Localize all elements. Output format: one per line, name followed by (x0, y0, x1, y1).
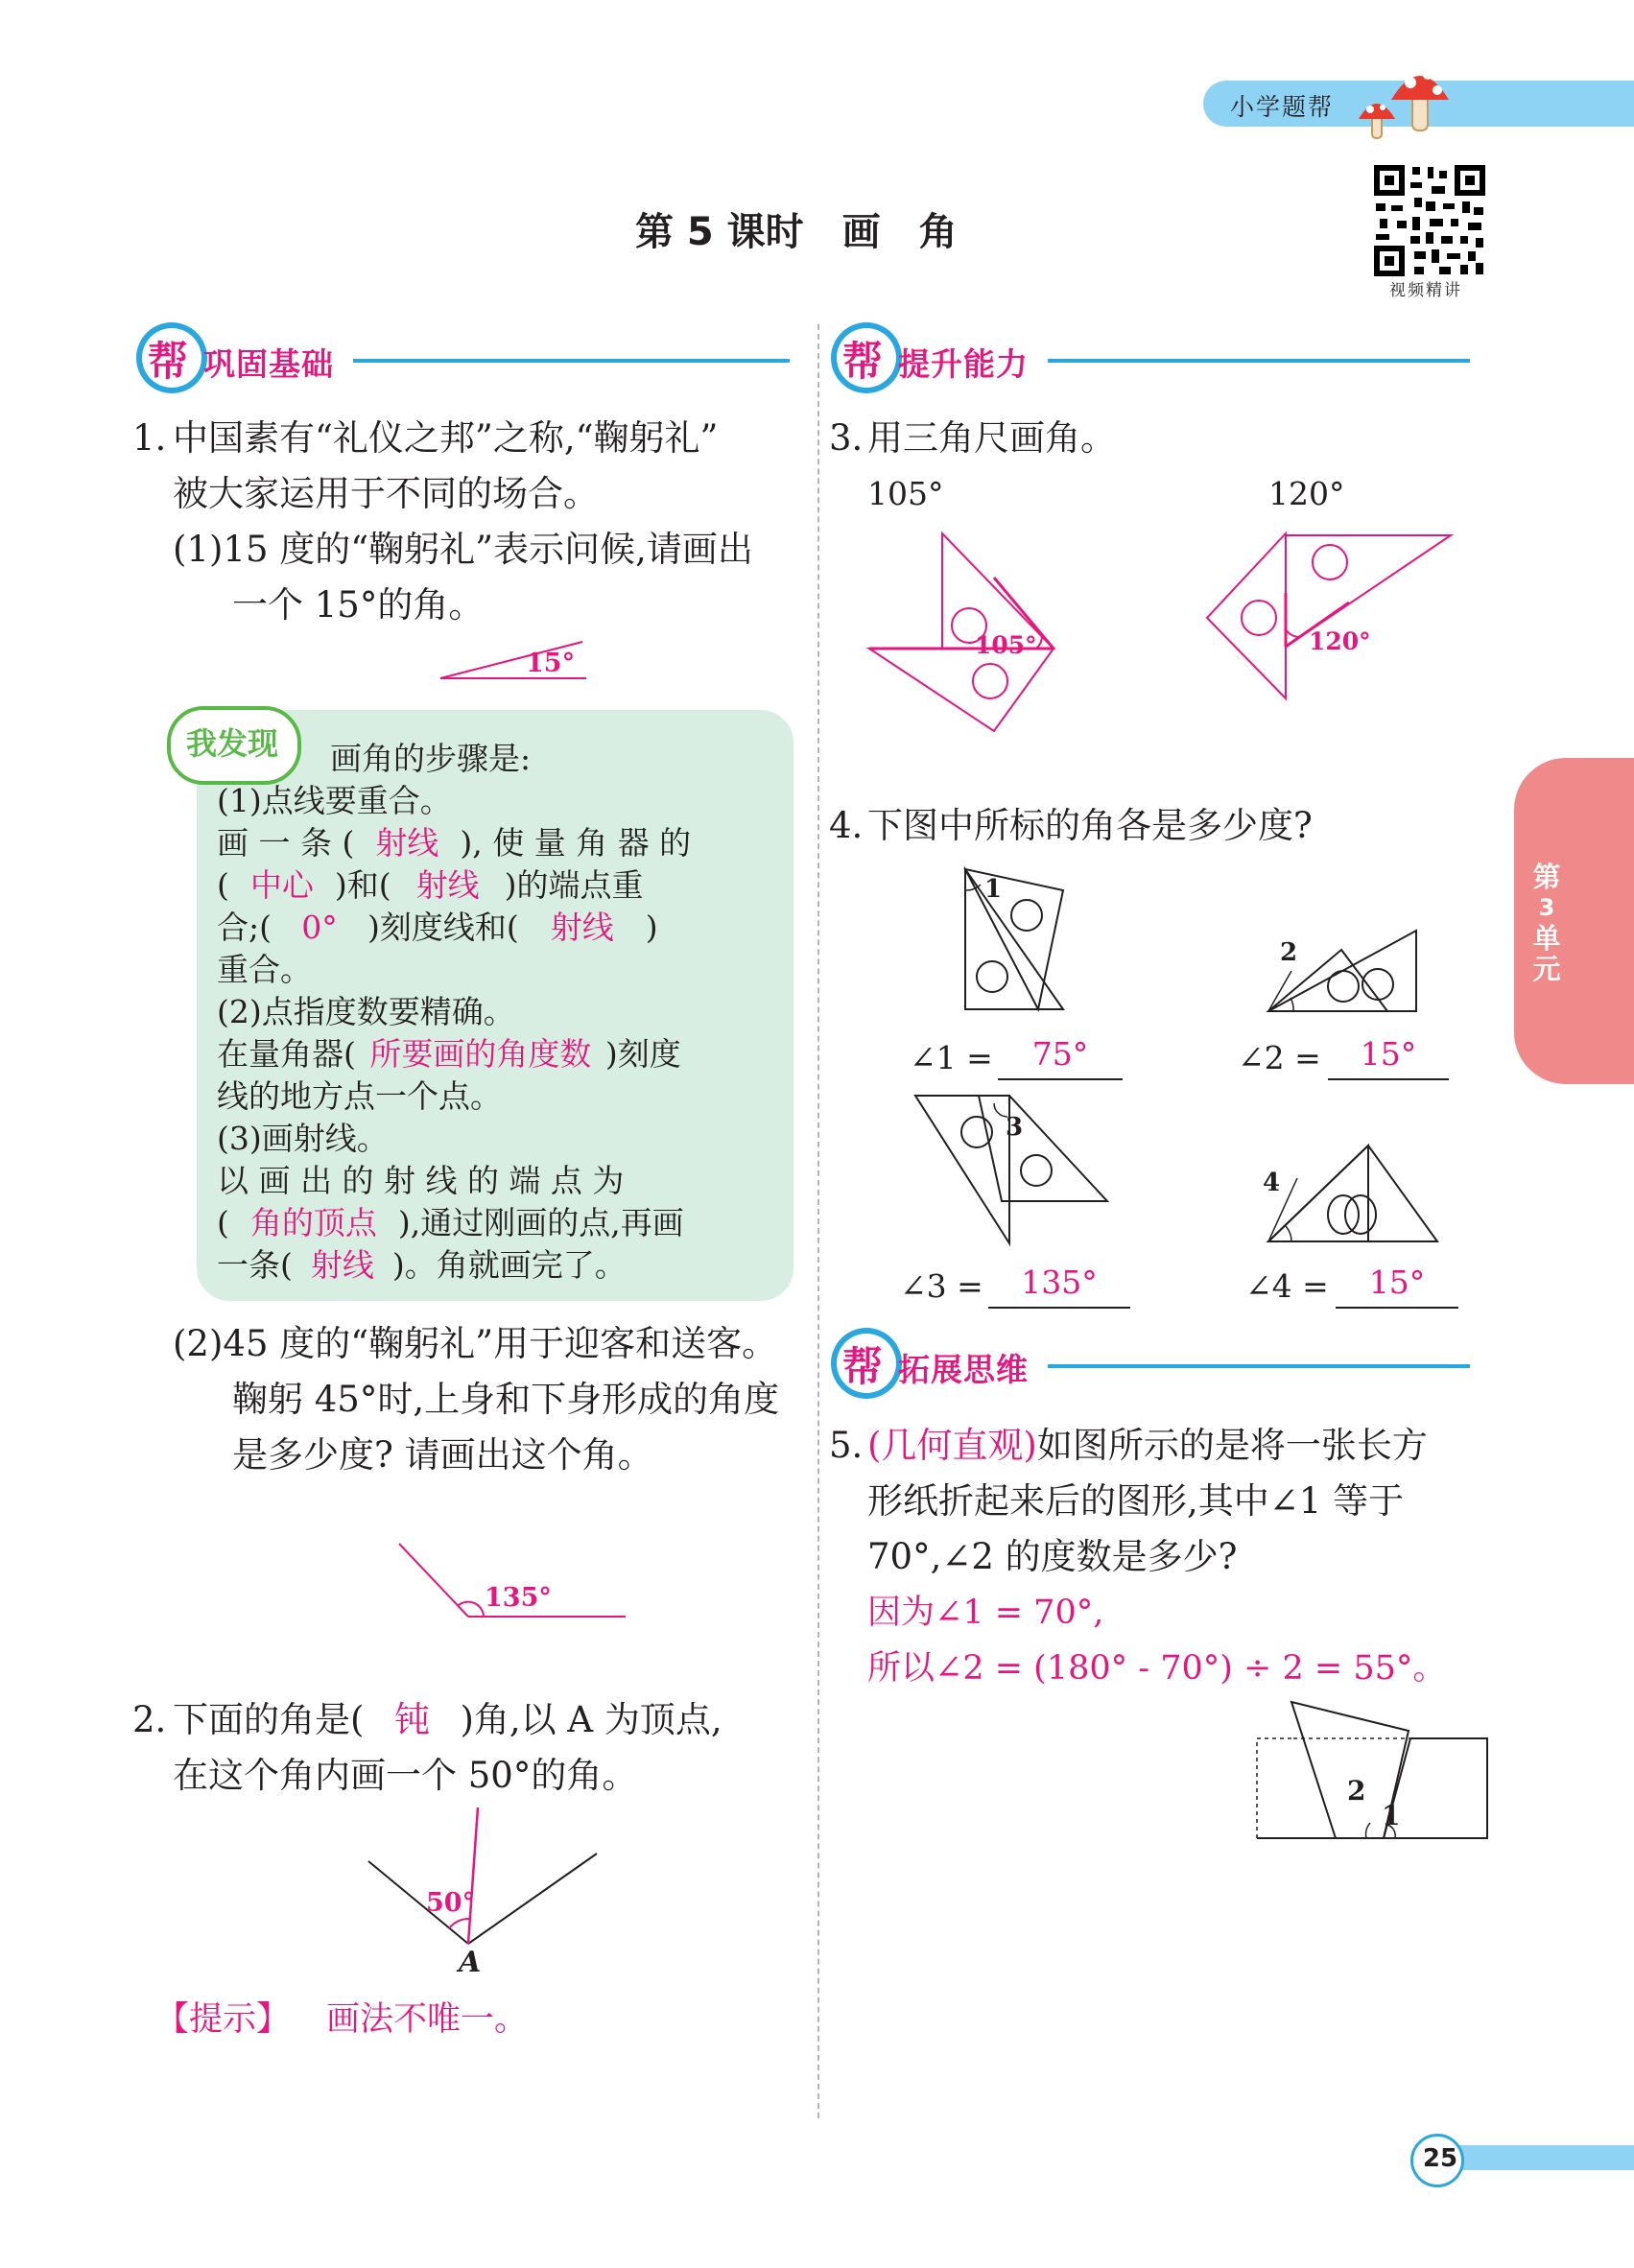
hint-text: 画法不唯一。 (326, 2000, 529, 2039)
q1-part2-line1: (2)45 度的“鞠躬礼”用于迎客和送客。 (173, 1323, 778, 1364)
angle-1-answer: 75° (998, 1030, 1123, 1080)
q5-answer1: 因为∠1 = 70°, (867, 1594, 1104, 1632)
qr-caption: 视频精讲 (1389, 281, 1462, 300)
fold-mark-1: 1 (1382, 1800, 1401, 1831)
angle-mark-4: 4 (1263, 1169, 1281, 1197)
step3-c: 一条( 射线 )。角就画完了。 (217, 1244, 627, 1287)
q1-line1: 中国素有“礼仪之邦”之称,“鞠躬礼” (173, 417, 719, 459)
angle-3-label: ∠3 = (900, 1267, 983, 1305)
unit-tab-label: 第 3 单 元 (1532, 861, 1561, 985)
q4-text: 下图中所标的角各是多少度? (867, 805, 1313, 846)
footer-bar (1439, 2145, 1634, 2170)
q1-part2-line3: 是多少度? 请画出这个角。 (232, 1434, 653, 1476)
step1-c: 合;( 0° )刻度线和( 射线 ) (217, 907, 658, 949)
triangle-120-figure (1203, 530, 1462, 712)
q2-number: 2. (132, 1699, 167, 1740)
page-number: 25 (1422, 2144, 1458, 2173)
answer-angle-degree: 所要画的角度数 (369, 1035, 592, 1073)
bang-badge: 帮 (842, 1343, 884, 1390)
angle-a-figure (365, 1804, 604, 1957)
step2: (2)点指度数要精确。 (217, 993, 515, 1030)
q1-part1-line2: 一个 15°的角。 (232, 584, 485, 626)
step2-b: 线的地方点一个点。 (217, 1077, 502, 1115)
angle-15-figure (437, 638, 600, 686)
answer-obtuse: 钝 (393, 1699, 430, 1740)
answer-zero: 0° (301, 909, 338, 946)
step3-a: 以 画 出 的 射 线 的 端 点 为 (217, 1162, 625, 1199)
fold-mark-2: 2 (1347, 1775, 1366, 1807)
q3-text: 用三角尺画角。 (867, 417, 1116, 459)
page-title: 第 5 课时 画 角 (635, 210, 958, 254)
mushroom-icon (1353, 59, 1458, 146)
header-tag: 小学题帮 (1230, 93, 1335, 121)
step1-a: 画 一 条 ( 射线 ), 使 量 角 器 的 (217, 822, 691, 864)
section-rule (1048, 359, 1470, 363)
step3: (3)画射线。 (217, 1120, 389, 1157)
angle-mark-1: 1 (984, 875, 1003, 904)
q5-line2: 形纸折起来后的图形,其中∠1 等于 (867, 1480, 1405, 1522)
section-title: 拓展思维 (898, 1351, 1029, 1388)
section-rule (1048, 1364, 1470, 1368)
answer-vertex: 角的顶点 (249, 1204, 377, 1241)
angle-mark-2: 2 (1280, 938, 1298, 967)
section-header-basic (136, 322, 789, 399)
bang-badge: 帮 (148, 338, 189, 385)
answer-center: 中心 (249, 866, 314, 904)
vertex-a-label: A (459, 1946, 482, 1979)
qr-code (1372, 163, 1487, 278)
q5-line1: (几何直观)如图所示的是将一张长方 (867, 1425, 1428, 1466)
q1-line2: 被大家运用于不同的场合。 (173, 473, 599, 514)
triangle-120-mark: 120° (1309, 627, 1371, 655)
angle-50-label: 50° (426, 1888, 476, 1918)
q5-number: 5. (829, 1425, 864, 1466)
column-divider (817, 324, 819, 2118)
answer-ray-1: 射线 (375, 824, 439, 862)
angle-2-label: ∠2 = (1238, 1039, 1321, 1076)
q1-part2-line2: 鞠躬 45°时,上身和下身形成的角度 (232, 1379, 780, 1420)
angle-15-label: 15° (526, 649, 576, 678)
angle-4-answer: 15° (1336, 1259, 1458, 1309)
q5-answer2: 所以∠2 = (180° - 70°) ÷ 2 = 55°。 (867, 1649, 1447, 1688)
q1-part1-line1: (1)15 度的“鞠躬礼”表示问候,请画出 (173, 529, 753, 570)
angle-1-label: ∠1 = (910, 1039, 993, 1076)
set-square-4 (1265, 1142, 1443, 1247)
q5-tag: (几何直观) (867, 1425, 1037, 1466)
set-square-1 (956, 865, 1071, 1019)
q3-number: 3. (829, 417, 864, 459)
step1-d: 重合。 (217, 951, 312, 988)
q2-line2: 在这个角内画一个 50°的角。 (173, 1755, 638, 1796)
angle-2-answer: 15° (1328, 1030, 1449, 1080)
q5-line3: 70°,∠2 的度数是多少? (867, 1536, 1238, 1577)
answer-ray-3: 射线 (550, 909, 614, 946)
angle-mark-3: 3 (1006, 1113, 1024, 1142)
step1-b: ( 中心 )和( 射线 )的端点重 (217, 864, 644, 907)
step1: (1)点线要重合。 (217, 782, 452, 819)
step3-b: ( 角的顶点 ),通过刚画的点,再画 (217, 1202, 684, 1244)
hint-tag: 【提示】 (155, 2000, 291, 2039)
q4-number: 4. (829, 805, 864, 846)
q1-number: 1. (132, 417, 167, 459)
q3-b-label: 120° (1268, 475, 1345, 512)
section-header-expand (831, 1328, 1483, 1405)
step2-a: 在量角器( 所要画的角度数 )刻度 (217, 1033, 681, 1075)
angle-4-label: ∠4 = (1245, 1267, 1329, 1305)
section-rule (353, 359, 790, 363)
angle-3-answer: 135° (988, 1259, 1130, 1309)
folded-paper-figure (1253, 1698, 1493, 1842)
answer-ray-2: 射线 (415, 866, 480, 904)
section-title: 提升能力 (898, 345, 1029, 383)
triangle-105-mark: 105° (975, 631, 1037, 659)
section-title: 巩固基础 (203, 345, 334, 383)
discover-badge-label: 我发现 (186, 725, 279, 762)
q3-a-label: 105° (867, 475, 944, 512)
angle-135-label: 135° (485, 1583, 552, 1613)
discover-intro: 画角的步骤是: (330, 740, 532, 777)
answer-ray-4: 射线 (310, 1246, 374, 1284)
bang-badge: 帮 (842, 338, 884, 385)
q2-line1: 下面的角是( 钝 )角,以 A 为顶点, (173, 1692, 722, 1748)
section-header-improve (831, 322, 1483, 399)
triangle-105-figure (864, 530, 1075, 741)
